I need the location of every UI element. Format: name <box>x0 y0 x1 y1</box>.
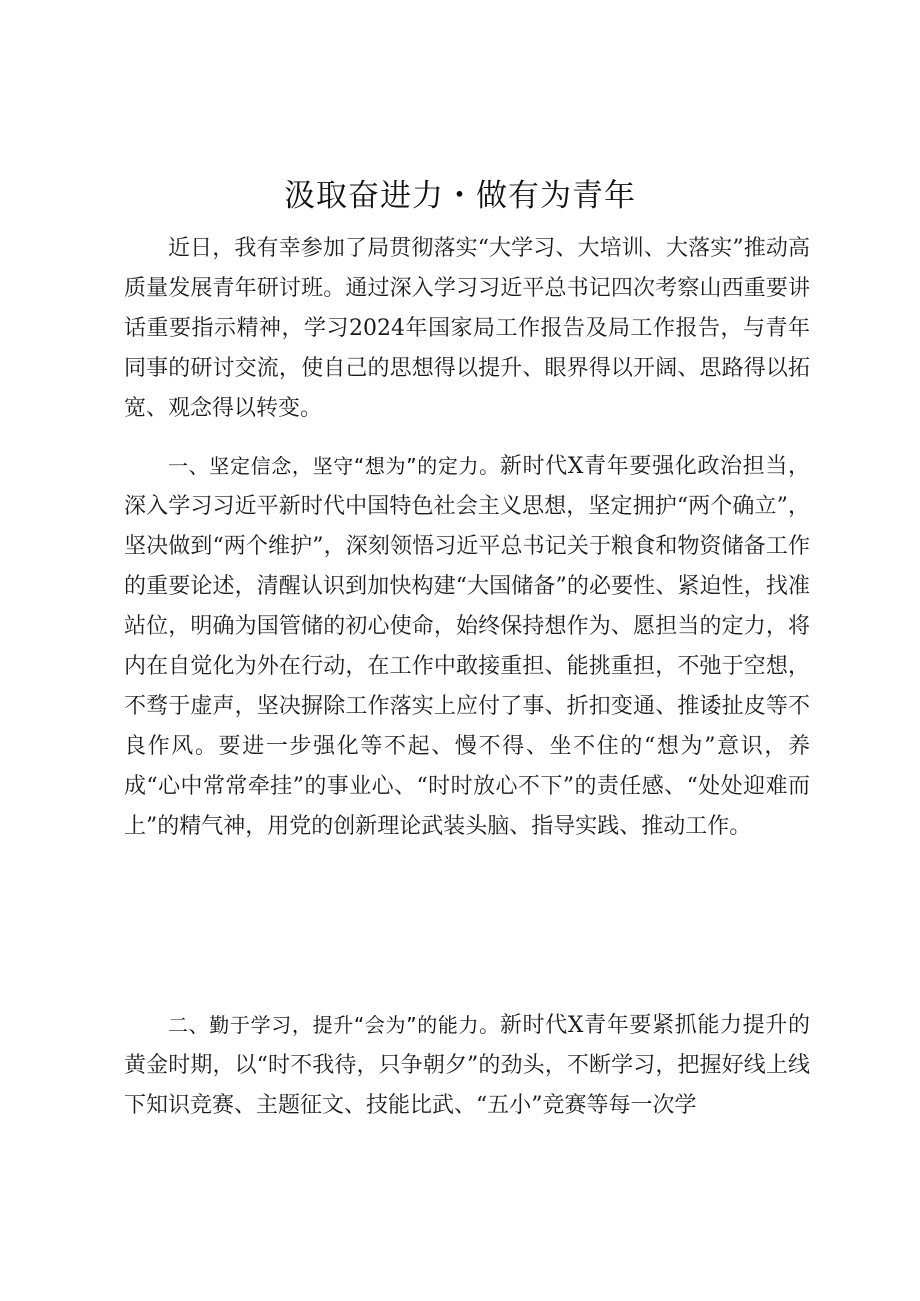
paragraph-section-two <box>124 1005 810 1126</box>
section-one-body: 新时代X青年要强化政治担当，深入学习习近平新时代中国特色社会主义思想，坚定拥护“两个确立”，坚决做到“两个维护”，深刻领悟习近平总书记关于粮食和物资储备工作的重要论述，清醒认识到加快构建“大国储备”的必要性、紧迫性，找准站位，明确为国管储的初心使命，始终保持想作为、愿担当的定力，将内在自觉化为外在行动，在工作中敢接重担、能挑重担，不弛于空想，不骛于虚声，坚决摒除工作落实上应付了事、折扣变通、推诿扯皮等不良作风。要进一步强化等不起、慢不得、坐不住的“想为”意识，养成“心中常常牵挂”的事业心、“时时放心不下”的责任感、“处处迎难而上”的精气神，用党的创新理论武装头脑、指导实践、推动工作。 <box>124 454 810 839</box>
section-one-heading: 一、坚定信念，坚守“想为”的定力。 <box>168 454 500 478</box>
document-title: 汲取奋进力・做有为青年 <box>284 178 636 214</box>
paragraph-intro <box>124 228 810 429</box>
section-two-heading: 二、勤于学习，提升“会为”的能力。 <box>168 1013 500 1037</box>
paragraph-intro-text <box>124 228 810 429</box>
paragraph-intro-body: 近日，我有幸参加了局贯彻落实“大学习、大培训、大落实”推动高质量发展青年研讨班。通过深入学习习近平总书记四次考察山西重要讲话重要指示精神，学习2024年国家局工作报告及局工作报告，与青年同事的研讨交流，使自己的思想得以提升、眼界得以开阔、思路得以拓宽、观念得以转变。 <box>124 236 810 421</box>
paragraph-section-one-text <box>124 446 810 847</box>
paragraph-section-one <box>124 446 810 847</box>
paragraph-section-two-text <box>124 1005 810 1126</box>
section-two-body: 新时代X青年要紧抓能力提升的黄金时期，以“时不我待，只争朝夕”的劲头，不断学习，把握好线上线下知识竞赛、主题征文、技能比武、“五小”竞赛等每一次学 <box>124 1013 810 1118</box>
